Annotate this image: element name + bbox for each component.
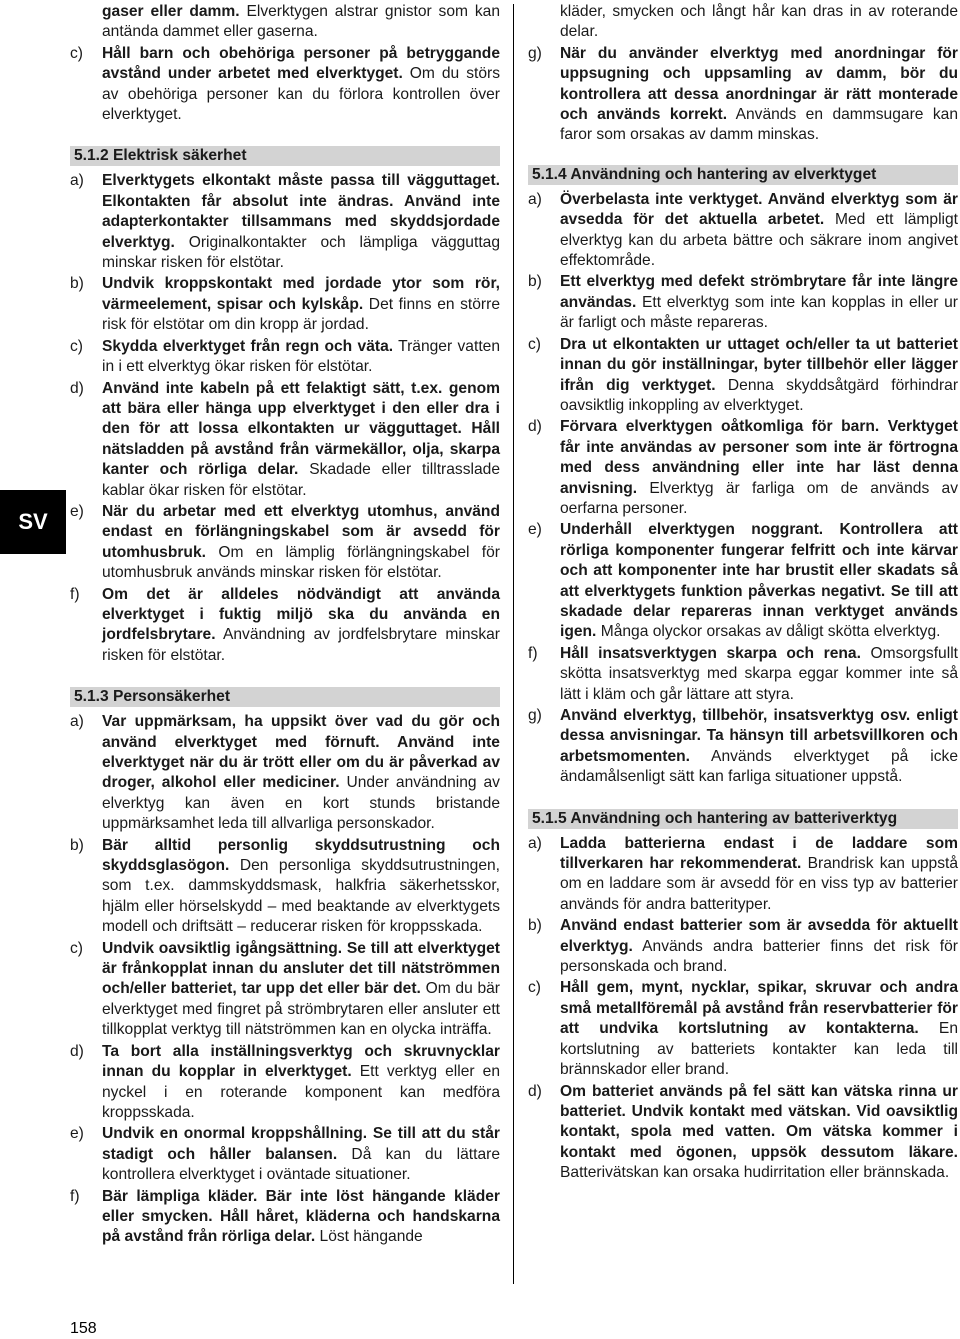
item-label: d): [528, 1082, 542, 1100]
list-item: [528, 1082, 958, 1184]
list-item: [528, 978, 958, 1080]
item-bold-text: Elverktygets elkontakt måste passa till vägguttaget. Elkontakten får absolut inte ändras. Använd inte adapterkontakter tillsammans med skyddsjordade elverktyg.: [102, 172, 500, 251]
item-normal-text: En kortslutning av batteriets kontakter kan leda till brännskador eller brand.: [560, 1020, 958, 1079]
item-normal-text: Används andra batterier finns det risk för personskada och brand.: [560, 937, 958, 976]
item-bold-text: Skydda elverktyget från regn och väta.: [102, 337, 394, 355]
item-bold-text: Håll gem, mynt, nycklar, spikar, skruvar och andra små metallföremål på avstånd från reservbatterier för att undvika kortslutning av kontakterna.: [560, 979, 958, 1038]
section-heading-512: 5.1.2 Elektrisk säkerhet: [70, 146, 500, 166]
item-bold-text: Om batteriet används på fel sätt kan vätska rinna ur batteriet. Undvik kontakt med vätskan. Vid oavsiktlig kontakt, spola med vatten. Om vätska kommer i kontakt med ögonen, uppsök dessutom läkare.: [560, 1082, 958, 1161]
item-label: c): [528, 335, 541, 353]
item-label: f): [70, 585, 80, 603]
item-label: d): [528, 418, 542, 436]
list-item: [528, 706, 958, 788]
item-label: c): [70, 337, 83, 355]
item-label: a): [528, 834, 542, 852]
list-item: [70, 379, 500, 501]
list-item: [70, 274, 500, 335]
list-item: [70, 1042, 500, 1124]
item-label: c): [70, 44, 83, 62]
language-tab: [0, 490, 66, 554]
item-normal-text: Elverktyg är farliga om de används av oerfarna personer.: [560, 479, 958, 517]
item-bold-text: Undvik en onormal kroppshållning. Se till att du står stadigt och håller balansen.: [102, 1125, 500, 1163]
item-bold-text: Ta bort alla inställningsverktyg och skruvnycklar innan du kopplar in elverktyget.: [102, 1042, 500, 1081]
item-normal-text: Tränger vatten in i ett elverktyg ökar risken för elstötar.: [102, 337, 500, 376]
item-label: g): [528, 707, 542, 724]
item-bold-text: Ladda batterierna endast i de laddare som tillverkaren har rekommenderat.: [560, 834, 958, 873]
item-label: g): [528, 44, 542, 62]
item-bold-text: Håll barn och obehöriga personer på betryggande avstånd under arbetet med elverktyget.: [102, 44, 500, 83]
list-item: [528, 44, 958, 146]
item-normal-text: Om en lämplig förlängningskabel för utomhusbruk används minskar risken för elstötar.: [102, 543, 500, 582]
item-bold-text: Använd elverktyg, tillbehör, insatsverktyg osv. enligt dessa anvisningar. Ta hänsyn till arbetsvillkoren och arbetsmomenten.: [560, 707, 958, 765]
list-item: [70, 2, 500, 43]
section-512-list: [70, 171, 500, 666]
item-bold-text: Använd inte kabeln på ett felaktigt sätt, t.ex. genom att bära eller hänga upp elverktyget i den eller dra i den för att lossa elkontakten ur vägguttaget. Håll nätsladden på avstånd från värmekällor, olja, skarpa kanter och rörliga delar.: [102, 379, 500, 479]
item-normal-text: Det finns en större risk för elstötar om din kropp är jordad.: [102, 295, 500, 334]
item-label: a): [70, 172, 84, 190]
item-label: a): [70, 713, 84, 731]
list-item: [528, 335, 958, 417]
item-bold-text: Håll insatsverktygen skarpa och rena.: [560, 644, 861, 662]
item-bold-text: Undvik oavsiktlig igångsättning. Se till att elverktyget är frånkopplat innan du ansluter det till nätströmmen och/eller batteriet, tar upp det eller bär det.: [102, 939, 500, 998]
item-normal-text: Med ett lämpligt elverktyg kan du arbeta bättre och säkrare inom angivet effektområde.: [560, 211, 959, 270]
item-normal-text: Brandrisk kan uppstå om en laddare som är avsedd för en viss typ av batterier används för andra batterityper.: [560, 855, 958, 913]
section-515-list: [528, 834, 958, 1184]
item-label: d): [70, 379, 84, 397]
item-normal-text: Omsorgsfullt skötta insatsverktyg med skarpa eggar kommer inte så lätt i kläm och går lättare att styra.: [560, 644, 958, 703]
item-label: c): [70, 939, 83, 957]
item-label: e): [528, 521, 542, 539]
section-514-list: [528, 190, 958, 788]
list-item: [70, 502, 500, 584]
item-bold-text: Ett elverktyg med defekt strömbrytare får inte längre användas.: [560, 273, 958, 311]
column-divider: [513, 4, 514, 1284]
list-item: [528, 644, 958, 705]
list-item: [70, 939, 500, 1041]
item-label: f): [70, 1187, 80, 1205]
item-bold-text: Dra ut elkontakten ur uttaget och/eller ta ut batteriet innan du gör inställningar, byter tillbehör eller lägger ifrån dig verktyget.: [560, 335, 958, 394]
item-label: c): [528, 979, 541, 997]
item-normal-text: Används elverktyget på icke ändamålsenligt sätt kan farliga situationer uppstå.: [560, 747, 958, 786]
item-normal-text: Den personliga skyddsutrustningen, som t.ex. dammskyddsmask, halkfria säkerhetsskor, hjälm eller hörselskydd – med beaktande av elverktygets modell och driftsätt – reducerar risken för kroppsskada.: [102, 857, 500, 936]
item-label: b): [70, 836, 84, 854]
item-normal-text: Löst hängande: [315, 1228, 423, 1246]
item-normal-text: Under användning av elverktyg kan även en kort stunds bristande uppmärksamhet leda till allvarliga personskador.: [102, 774, 500, 833]
list-item: [528, 272, 958, 333]
list-item: [70, 1124, 500, 1185]
list-item: [70, 44, 500, 126]
list-item: [528, 417, 958, 519]
list-item: [70, 1187, 500, 1248]
item-normal-text: Om du bär elverktyget med fingret på strömbrytaren eller ansluter ett tillkopplat verktyg till nätströmmen kan en olycka inträffa.: [102, 980, 501, 1039]
section-heading-513: 5.1.3 Personsäkerhet: [70, 687, 500, 707]
item-bold-text: Överbelasta inte verktyget. Använd elverktyg som är avsedda för det aktuella arbetet.: [560, 190, 958, 229]
item-bold-text: Om det är alldeles nödvändigt att använda elverktyget i fuktig miljö ska du använda en jordfelsbrytare.: [102, 585, 500, 644]
list-item: [528, 190, 958, 272]
list-item: [70, 585, 500, 667]
item-normal-text: Då kan du lättare kontrollera elverktyget i oväntade situationer.: [102, 1145, 500, 1184]
item-normal-text: Elverktygen alstrar gnistor som kan antända dammet eller gaserna.: [102, 3, 500, 41]
list-item: [70, 836, 500, 938]
item-label: e): [70, 502, 84, 520]
item-normal-text: Skadade eller tilltrasslade kablar ökar risken för elstötar.: [102, 461, 501, 499]
list-item: [528, 520, 958, 642]
right-column: [528, 2, 958, 1185]
item-normal-text: Om du störs av obehöriga personer kan du förlora kontrollen över elverktyget.: [102, 65, 500, 124]
section-heading-515: 5.1.5 Användning och hantering av batteriverktyg: [528, 809, 958, 829]
item-normal-text: Batterivätskan kan orsaka hudirritation eller brännskada.: [560, 1164, 950, 1182]
item-label: a): [528, 190, 542, 208]
item-bold-text: Bär lämpliga kläder. Bär inte löst hängande kläder eller smycken. Håll håret, kläderna och handskarna på avstånd från rörliga delar.: [102, 1187, 500, 1246]
item-normal-text: Ett elverktyg som inte kan kopplas in eller ur är farligt och måste repareras.: [560, 293, 958, 332]
section-heading-514: 5.1.4 Användning och hantering av elverktyget: [528, 165, 958, 185]
item-bold-text: gaser eller damm.: [102, 3, 240, 20]
item-normal-text: Ett verktyg eller en nyckel i en roterande komponent kan medföra kroppsskada.: [102, 1063, 500, 1121]
item-label: e): [70, 1125, 84, 1143]
item-bold-text: Undvik kroppskontakt med jordade ytor som rör, värmeelement, spisar och kylskåp.: [102, 275, 500, 313]
item-normal-text: Användning av jordfelsbrytare minskar risken för elstötar.: [102, 626, 500, 664]
list-item: [70, 337, 500, 378]
list-item: [70, 171, 500, 273]
item-bold-text: Bär alltid personlig skyddsutrustning och skyddsglasögon.: [102, 836, 500, 875]
left-column: [70, 2, 500, 1249]
item-label: b): [528, 917, 542, 935]
continuation-text: kläder, smycken och långt hår kan dras in av roterande delar.: [560, 3, 958, 41]
item-bold-text: Använd endast batterier som är avsedda för aktuellt elverktyg.: [560, 917, 958, 955]
item-normal-text: Denna skyddsåtgärd förhindrar oavsiktlig inkoppling av elverktyget.: [560, 376, 959, 414]
item-bold-text: När du arbetar med ett elverktyg utomhus, använd endast en förlängningskabel som är avsedd för utomhusbruk.: [102, 502, 500, 561]
language-tab-label: SV: [18, 509, 48, 534]
item-normal-text: Många olyckor orsakas av dåligt skötta elverktyg.: [596, 623, 941, 641]
item-bold-text: Var uppmärksam, ha uppsikt över vad du gör och använd elverktyget med förnuft. Använd inte elverktyget när du är trött eller om du är påverkad av droger, alkohol eller mediciner.: [102, 713, 500, 792]
list-item: [528, 834, 958, 916]
item-label: b): [528, 273, 542, 291]
item-label: f): [528, 644, 538, 662]
item-normal-text: Originalkontakter och lämpliga vägguttag minskar risken för elstötar.: [102, 233, 500, 272]
page-number: 158: [70, 1320, 97, 1337]
item-bold-text: Förvara elverktygen oåtkomliga för barn. Verktyget får inte användas av personer som inte är förtrogna med dess användning eller inte har läst denna anvisning.: [560, 418, 958, 497]
section-513-list: [70, 712, 500, 1248]
item-bold-text: När du använder elverktyg med anordningar för uppsugning och uppsamling av damm, bör du kontrollera att dessa anordningar är rätt monterade och används korrekt.: [560, 44, 958, 124]
item-label: d): [70, 1042, 84, 1060]
item-bold-text: Underhåll elverktygen noggrant. Kontrollera att rörliga komponenter fungerar felfritt och inte kärvar och att komponenter inte har brustit eller skadats så att elverktygets funktion påverkas negativt. Se till att skadade delar repareras innan verktyget används igen.: [560, 521, 958, 641]
item-normal-text: Används en dammsugare kan faror som orsakas av damm minskas.: [560, 106, 958, 144]
list-item: [528, 916, 958, 977]
list-item: [70, 712, 500, 834]
item-label: b): [70, 275, 84, 293]
